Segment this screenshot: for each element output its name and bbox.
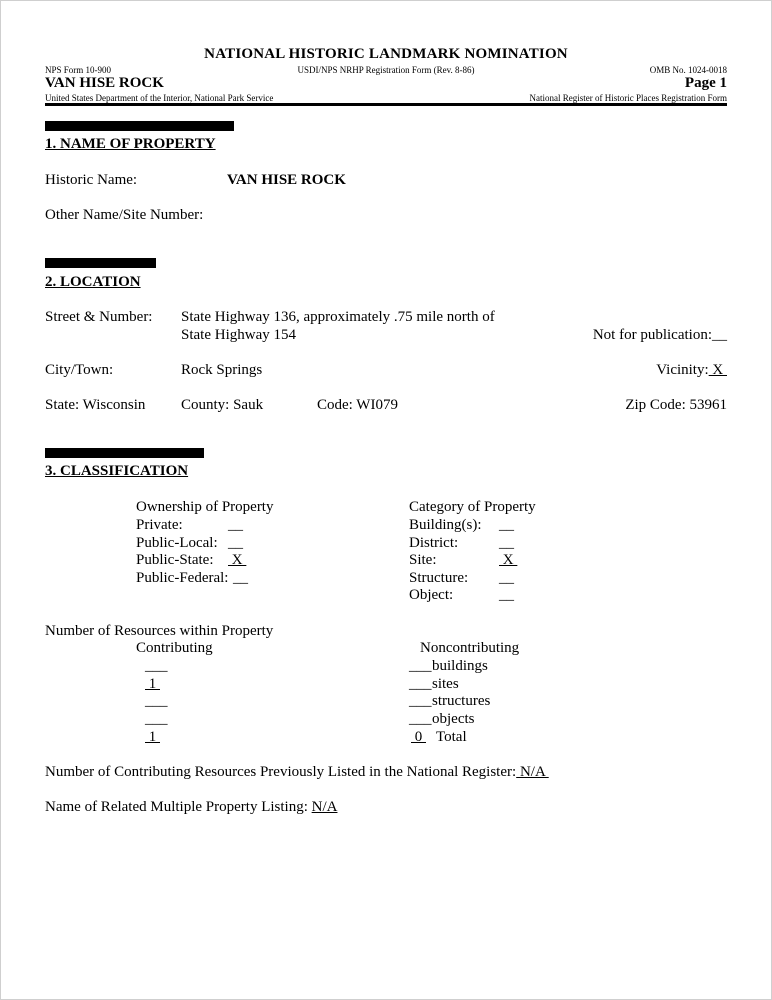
state: State: Wisconsin [45,397,146,413]
previously-listed [45,764,549,781]
resource-type: sites [432,676,459,692]
not-for-publication-label: Not for publication: [592,327,712,343]
ownership-heading: Ownership of Property [136,499,274,515]
historic-name-label: Historic Name: [45,172,138,188]
form-id: NPS Form 10-900 [45,65,112,75]
contributing-heading: Contributing [136,640,213,656]
contributing-total: 1 [145,729,160,745]
contributing-count: ___ [145,711,168,727]
resource-type: structures [432,693,491,709]
property-name-header: VAN HISE ROCK [45,75,164,91]
section1-title: 1. NAME OF PROPERTY [45,136,216,152]
resource-type-total: Total [436,729,467,745]
category-label: Building(s): [409,517,482,533]
multiple-property-listing [45,799,337,816]
not-for-publication-value: __ [712,327,727,343]
resource-type: objects [432,711,475,727]
contributing-count: ___ [145,658,168,674]
county: County: Sauk [181,397,264,413]
street-line2: State Highway 154 [181,327,296,343]
section3-bar [45,448,204,458]
section2-bar [45,258,156,268]
department-name: United States Department of the Interior, National Park Service [45,93,274,103]
omb-number: OMB No. 1024-0018 [649,65,727,75]
header-rule [45,103,727,106]
contributing-count: 1 [145,676,160,692]
category-value: __ [499,570,514,586]
ownership-value: __ [228,535,243,551]
noncontributing-count: ___ [409,676,432,692]
vicinity-label: Vicinity: [656,362,709,378]
resources-heading: Number of Resources within Property [45,623,274,639]
noncontributing-count: ___ [409,658,432,674]
noncontributing-heading: Noncontributing [420,640,520,656]
noncontributing-total: 0 [411,729,426,745]
other-name-label: Other Name/Site Number: [45,207,204,223]
zip-code: Zip Code: 53961 [625,397,727,413]
section3-title: 3. CLASSIFICATION [45,463,189,479]
previously-listed-value: N/A [516,764,549,780]
ownership-value: __ [228,517,243,533]
ownership-label: Public-State: [136,552,214,568]
ownership-value: __ [233,570,248,586]
category-label: Site: [409,552,437,568]
contributing-count: ___ [145,693,168,709]
vicinity [656,362,727,379]
street-line1: State Highway 136, approximately .75 mile north of [181,309,495,325]
category-value: __ [499,517,514,533]
historic-name-value: VAN HISE ROCK [227,172,346,188]
vicinity-value: X [708,362,727,378]
ownership-label: Public-Federal: [136,570,229,586]
category-value: X [499,552,518,568]
category-heading: Category of Property [409,499,536,515]
noncontributing-count: ___ [409,693,432,709]
noncontributing-count: ___ [409,711,432,727]
not-for-publication [593,327,727,344]
section1-bar [45,121,234,131]
city-label: City/Town: [45,362,114,378]
resource-type: buildings [432,658,488,674]
category-value: __ [499,587,514,603]
ownership-value: X [228,552,247,568]
street-label: Street & Number: [45,309,153,325]
register-form-name: National Register of Historic Places Registration Form [529,93,727,103]
category-value: __ [499,535,514,551]
ownership-label: Public-Local: [136,535,218,551]
page-number: Page 1 [684,75,727,91]
category-label: District: [409,535,459,551]
mpl-label: Name of Related Multiple Property Listing: [45,799,308,815]
previously-listed-label: Number of Contributing Resources Previously Listed in the National Register: [45,764,517,780]
form-name: USDI/NPS NRHP Registration Form (Rev. 8-86) [297,65,475,75]
category-label: Object: [409,587,454,603]
ownership-label: Private: [136,517,183,533]
code: Code: WI079 [317,397,398,413]
section2-title: 2. LOCATION [45,274,141,290]
form-title: NATIONAL HISTORIC LANDMARK NOMINATION [204,46,568,62]
city-value: Rock Springs [181,362,263,378]
category-label: Structure: [409,570,469,586]
mpl-value: N/A [311,799,338,815]
